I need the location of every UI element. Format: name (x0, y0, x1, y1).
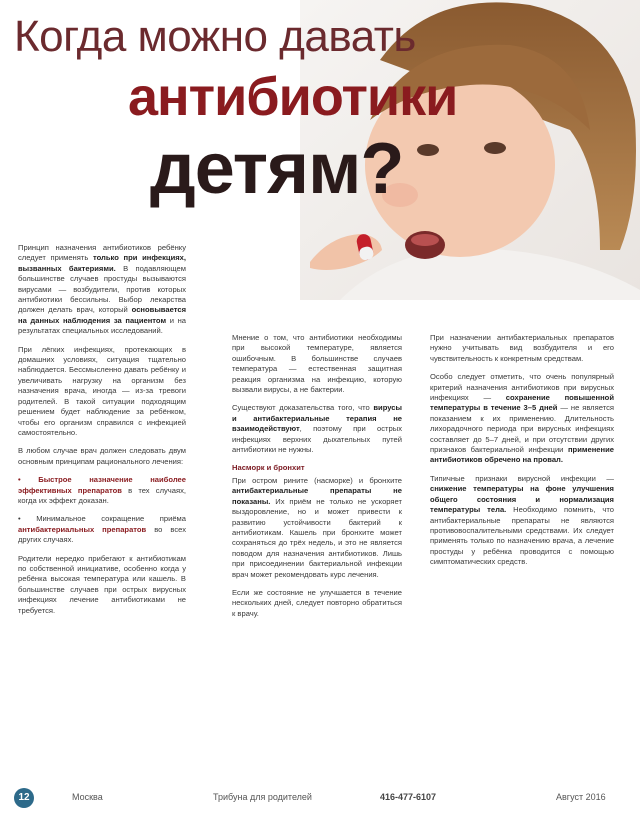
paragraph: Родители нередко прибегают к антибиотикам по собственной инициативе, особенно когда у ребёнка высокая температура или кашель. В большинстве случаев при острых вирусных инфекциях лечение антибиотиками не требуется. (18, 553, 186, 615)
paragraph: Существуют доказательства того, что вирусы и антибактериальные терапия не взаимодействуют, поэтому при острых инфекциях верхних дыхательных путей антибиотики не нужны. (232, 403, 402, 455)
section-subheading: Насморк и бронхит (232, 463, 305, 473)
article-column-1 (18, 243, 186, 624)
paragraph: При назначении антибактериальных препаратов нужно учитывать вид возбудителя и его чувствительность к конкретным средствам. (430, 333, 614, 363)
paragraph: Мнение о том, что антибиотики необходимы при высокой температуре, является ошибочным. В большинстве случаев температура — естественная защитная реакция организма на инфекцию, которую вызвали вирусы, а не бактерии. (232, 333, 402, 395)
headline-line-1: Когда можно давать (14, 12, 416, 61)
page-footer (0, 778, 640, 828)
paragraph: • Минимальное сокращение приёма антибактериальных препаратов во всех других случаях. (18, 514, 186, 545)
headline-line-3: детям? (150, 129, 404, 209)
paragraph: При остром рините (насморке) и бронхите антибактериальные препараты не показаны. Их приём не только не ускоряет выздоровление, но и может привести к развитию устойчивости бактерий к антибиотикам. Кашель при бронхите может сохраняться до трёх недель, и это не является поводом для назначения антибиотиков. Лишь при присоединении бактериальной инфекции врач может рекомендовать курс лечения. (232, 475, 402, 579)
issue-date: Август 2016 (556, 792, 606, 802)
magazine-tagline: Трибуна для родителей (213, 792, 312, 802)
paragraph: Принцип назначения антибиотиков ребёнку следует применять только при инфекциях, вызванных бактериями. В подавляющем большинстве случаев простуды вызываются вирусами — возбудители, против которых антибиотики бессильны. Выбор лекарства должен делать врач, который основывается на данных наблюдения за пациентом и на результатах специальных исследований. (18, 243, 187, 336)
paragraph: Если же состояние не улучшается в течение нескольких дней, следует повторно обратиться к врачу. (232, 587, 402, 618)
magazine-name: Москва (72, 792, 103, 802)
page-number-badge: 12 (14, 788, 34, 808)
article-column-3 (430, 333, 614, 576)
article-column-2 (232, 333, 402, 627)
paragraph: Типичные признаки вирусной инфекции — снижение температуры на фоне улучшения общего состояния и нормализация температуры тела. Необходимо помнить, что антибактериальные препараты не являются противовоспалительными средствами. Их следует применять только по назначению врача, а лечение простуды у ребёнка проводится с помощью симптоматических средств. (430, 473, 614, 567)
paragraph: При лёгких инфекциях, протекающих в домашних условиях, ситуация тщательно наблюдается. Бессмысленно давать ребёнку и увеличивать нагрузку на организм без назначения врача, иногда — из-за тревоги родителей. В такой ситуации подходящим решением будет наблюдение за ребёнком, чтобы его организм справился с инфекцией самостоятельно. (18, 344, 186, 437)
paragraph: • Быстрое назначение наиболее эффективных препаратов в тех случаях, когда их эффект доказан. (18, 475, 186, 505)
paragraph: В любом случае врач должен следовать двум основным принципам рационального лечения: (18, 446, 186, 466)
paragraph: Особо следует отметить, что очень популярный критерий назначения антибиотиков при вирусных инфекциях — сохранение повышенной температуры в течение 3–5 дней — не является показанием к их применению. Длительность лихорадочного периода при вирусных инфекциях составляет до 5–7 дней, и при отсутствии других признаков бактериальной инфекции применение антибиотиков обречено на провал. (430, 372, 614, 465)
headline-line-2: антибиотики (128, 67, 458, 127)
phone-number: 416-477-6107 (380, 792, 437, 802)
